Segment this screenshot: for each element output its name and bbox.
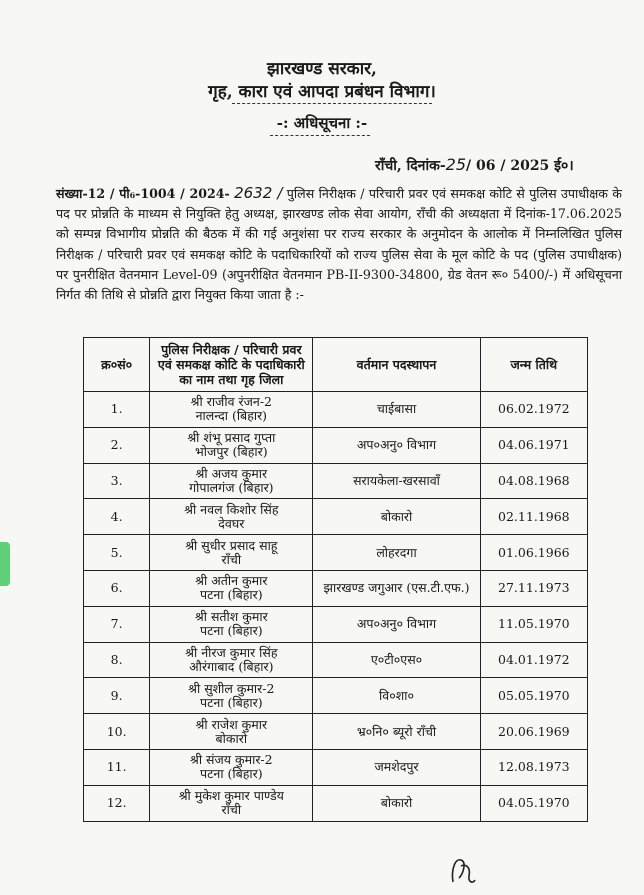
screen-edge-tab[interactable] xyxy=(0,542,10,586)
row-dob: 05.05.1970 xyxy=(480,678,587,714)
notice-underline xyxy=(270,135,370,136)
row-sno: 3. xyxy=(84,463,150,499)
home-district: पटना (बिहार) xyxy=(199,766,263,782)
table-row xyxy=(84,535,588,571)
handwritten-day: 25 xyxy=(445,155,466,174)
body-paragraph: पुलिस निरीक्षक / परिचारी प्रवर एवं समकक्ष कोटि से पुलिस उपाधीक्षक के पद पर प्रोन्नति के माध्यम से नियुक्ति हेतु अध्यक्ष, झारखण्ड लोक सेवा आयोग, राँची की अध्यक्षता में दिनांक-17.06.2025 को सम्पन्न विभागीय प्रोन्नति की बैठक में की गई अनुशंसा पर राज्य सरकार के अनुमोदन के आलोक में निम्नलिखित पुलिस निरीक्षक / परिचारी प्रवर एवं समकक्ष कोटि के पदाधिकारियों को राज्य पुलिस सेवा के मूल कोटि के पद (पुलिस उपाधीक्षक) पर पुनरीक्षित वेतनमान Level-09 (अपुनरीक्षित वेतनमान PB-II-9300-34800, ग्रेड वेतन रू० 5400/-) में अधिसूचना निर्गत की तिथि से प्रोन्नति द्वारा नियुक्त किया जाता है :- xyxy=(56,186,622,303)
row-name-cell xyxy=(150,642,313,678)
home-district: गोपालगंज (बिहार) xyxy=(189,479,274,495)
notice-heading: -: अधिसूचना :- xyxy=(276,114,368,132)
officer-name: श्री नवल किशोर सिंह xyxy=(184,501,279,517)
officer-name: श्री नीरज कुमार सिंह xyxy=(185,644,278,660)
row-sno: 2. xyxy=(84,427,150,463)
handwritten-initial-icon xyxy=(447,852,477,888)
table-row xyxy=(84,785,588,821)
row-name-cell xyxy=(150,392,313,428)
table-body xyxy=(84,392,588,822)
row-name-cell xyxy=(150,678,313,714)
row-posting: अप०अनु० विभाग xyxy=(313,427,480,463)
place-date xyxy=(375,155,574,175)
officer-name: श्री सतीश कुमार xyxy=(194,609,268,625)
row-posting: भ्र०नि० ब्यूरो राँची xyxy=(313,714,480,750)
officer-name: श्री अजय कुमार xyxy=(195,465,268,481)
home-district: देवघर xyxy=(218,515,245,531)
row-sno: 1. xyxy=(84,392,150,428)
home-district: पटना (बिहार) xyxy=(199,623,263,639)
home-district: भोजपुर (बिहार) xyxy=(195,444,268,460)
row-dob: 06.02.1972 xyxy=(480,392,587,428)
row-name-cell xyxy=(150,499,313,535)
officer-name: श्री सुशील कुमार-2 xyxy=(188,680,275,696)
place-date-prefix: राँची, दिनांक- xyxy=(375,158,446,174)
row-posting: बोकारो xyxy=(313,499,480,535)
officer-name: श्री सुधीर प्रसाद साहू xyxy=(185,537,278,553)
row-name-cell xyxy=(150,606,313,642)
home-district: पटना (बिहार) xyxy=(199,587,263,603)
row-posting: ए०टी०एस० xyxy=(313,642,480,678)
row-name-cell xyxy=(150,463,313,499)
row-posting: वि०शा० xyxy=(313,678,480,714)
officer-name: श्री शंभू प्रसाद गुप्ता xyxy=(187,430,276,446)
header-posting: वर्तमान पदस्थापन xyxy=(313,338,480,392)
department-title: गृह, कारा एवं आपदा प्रबंधन विभाग। xyxy=(208,82,436,102)
row-sno: 10. xyxy=(84,714,150,750)
row-sno: 9. xyxy=(84,678,150,714)
header-underline xyxy=(232,103,432,105)
row-dob: 04.05.1970 xyxy=(480,785,587,821)
home-district: पटना (बिहार) xyxy=(199,694,263,710)
row-dob: 11.05.1970 xyxy=(480,606,587,642)
table-row xyxy=(84,427,588,463)
handwritten-reference: 2632 / xyxy=(234,184,283,202)
home-district: राँची xyxy=(221,551,242,567)
table-row xyxy=(84,499,588,535)
row-posting: चाईबासा xyxy=(313,392,480,428)
row-sno: 7. xyxy=(84,606,150,642)
row-name-cell xyxy=(150,749,313,785)
officer-name: श्री मुकेश कुमार पाण्डेय xyxy=(178,788,284,804)
row-dob: 04.08.1968 xyxy=(480,463,587,499)
officer-name: श्री राजीव रंजन-2 xyxy=(190,394,272,410)
table-row xyxy=(84,463,588,499)
table-row xyxy=(84,714,588,750)
header-sno: क्र०सं० xyxy=(84,338,150,392)
home-district: राँची xyxy=(221,802,242,818)
row-name-cell xyxy=(150,535,313,571)
row-dob: 01.06.1966 xyxy=(480,535,587,571)
row-sno: 5. xyxy=(84,535,150,571)
table-row xyxy=(84,570,588,606)
row-name-cell xyxy=(150,785,313,821)
reference-number: संख्या-12 / पी₆-1004 / 2024- xyxy=(56,186,230,201)
row-sno: 6. xyxy=(84,570,150,606)
home-district: औरंगाबाद (बिहार) xyxy=(189,658,274,674)
row-sno: 12. xyxy=(84,785,150,821)
row-posting: झारखण्ड जगुआर (एस.टी.एफ.) xyxy=(313,570,480,606)
row-dob: 12.08.1973 xyxy=(480,749,587,785)
government-title: झारखण्ड सरकार, xyxy=(267,59,377,79)
row-sno: 8. xyxy=(84,642,150,678)
row-sno: 11. xyxy=(84,749,150,785)
header-dob: जन्म तिथि xyxy=(480,338,587,392)
row-dob: 20.06.1969 xyxy=(480,714,587,750)
officer-name: श्री राजेश कुमार xyxy=(195,716,268,732)
home-district: बोकारो xyxy=(215,730,248,746)
row-dob: 04.06.1971 xyxy=(480,427,587,463)
row-name-cell xyxy=(150,570,313,606)
table-row xyxy=(84,392,588,428)
table-row xyxy=(84,642,588,678)
table-row xyxy=(84,606,588,642)
officer-name: श्री संजय कुमार-2 xyxy=(190,752,273,768)
row-dob: 04.01.1972 xyxy=(480,642,587,678)
row-dob: 02.11.1968 xyxy=(480,499,587,535)
table-header-row xyxy=(84,338,588,392)
row-posting: बोकारो xyxy=(313,785,480,821)
row-dob: 27.11.1973 xyxy=(480,570,587,606)
place-date-suffix: / 06 / 2025 ई०। xyxy=(466,158,574,174)
notification-body xyxy=(56,183,622,305)
table-row xyxy=(84,678,588,714)
row-name-cell xyxy=(150,714,313,750)
officers-table xyxy=(83,337,588,822)
officer-name: श्री अतीन कुमार xyxy=(195,573,268,589)
row-posting: जमशेदपुर xyxy=(313,749,480,785)
home-district: नालन्दा (बिहार) xyxy=(195,408,268,424)
row-name-cell xyxy=(150,427,313,463)
row-posting: लोहरदगा xyxy=(313,535,480,571)
header-name: पुलिस निरीक्षक / परिचारी प्रवर एवं समकक्ष कोटि के पदाधिकारी का नाम तथा गृह जिला xyxy=(150,338,313,392)
row-sno: 4. xyxy=(84,499,150,535)
row-posting: सरायकेला-खरसावाँ xyxy=(313,463,480,499)
table-row xyxy=(84,749,588,785)
row-posting: अप०अनु० विभाग xyxy=(313,606,480,642)
